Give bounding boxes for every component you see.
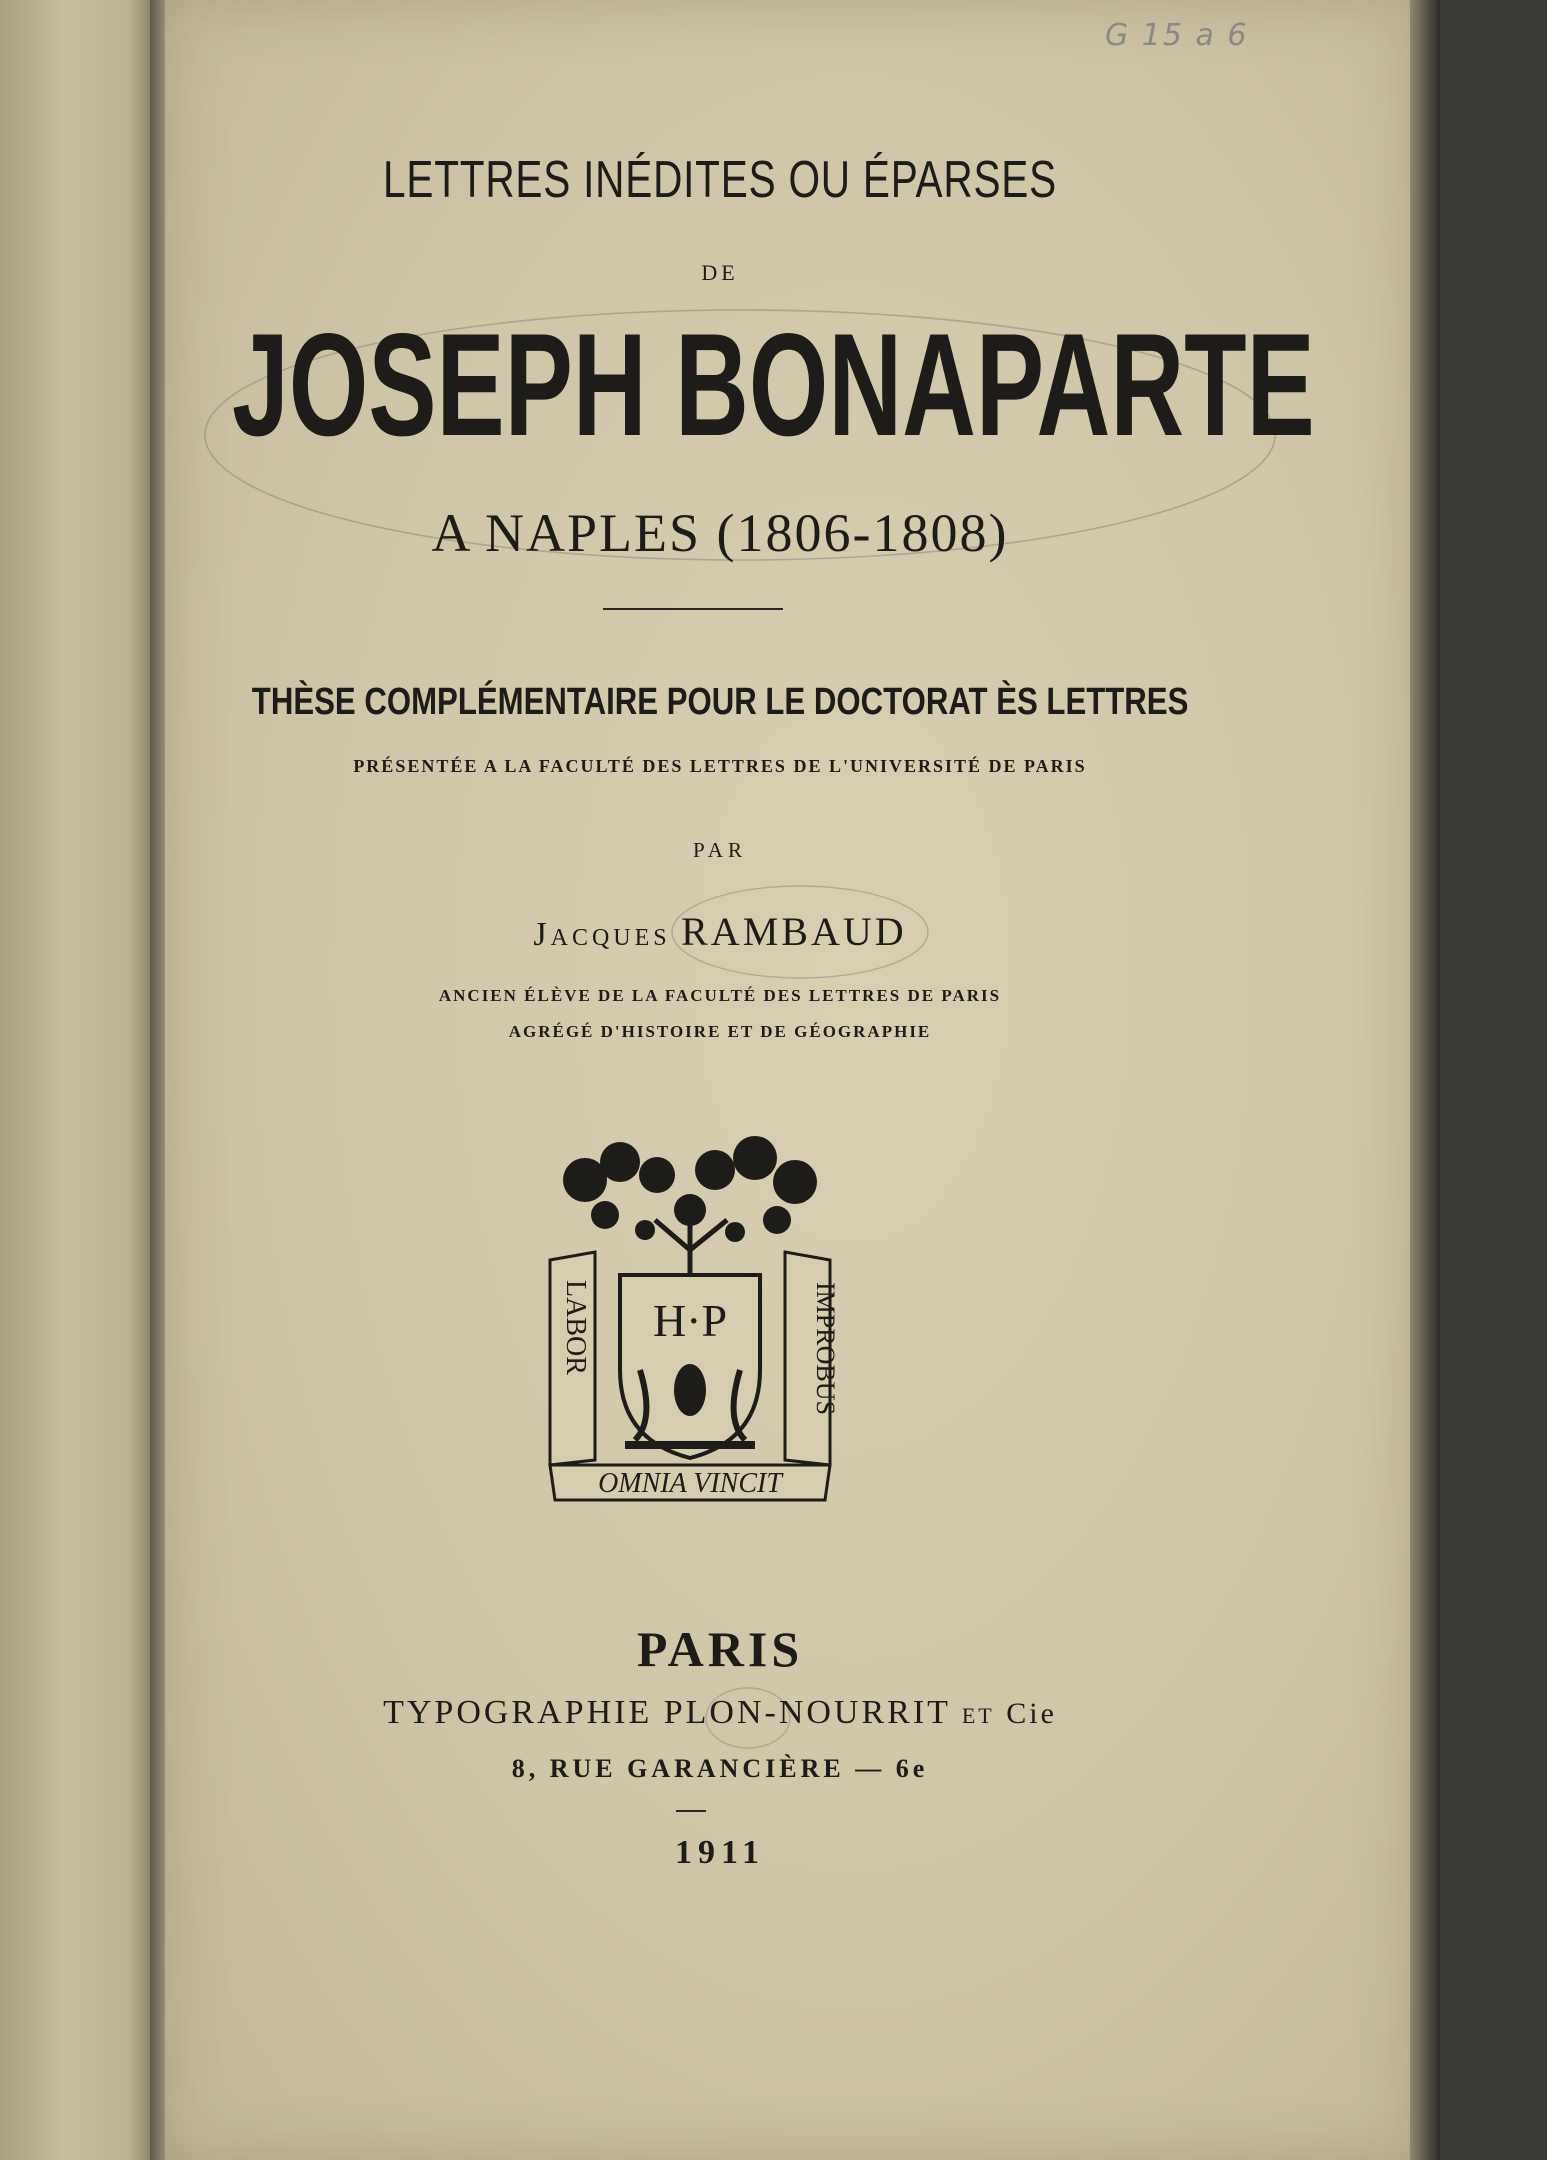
imprint-year: 1911 — [674, 1834, 766, 1871]
monogram: H·P — [652, 1295, 728, 1346]
imprint-et: ET — [961, 1703, 995, 1728]
thesis-line-2: PRÉSENTÉE A LA FACULTÉ DES LETTRES DE L'UNIVERSITÉ DE PARIS — [353, 756, 1087, 776]
author-name — [0, 908, 1440, 955]
motto-right: IMPROBUS — [811, 1282, 840, 1415]
imprint-publisher-name: TYPOGRAPHIE PLON-NOURRIT — [383, 1694, 951, 1731]
pencil-shelfmark: G 15 a 6 — [1105, 18, 1249, 53]
thesis-line-1 — [0, 680, 1440, 724]
imprint-address: 8, RUE GARANCIÈRE — 6e — [511, 1754, 929, 1783]
imprint-rule — [676, 1810, 706, 1812]
author-last-name: RAMBAUD — [681, 909, 907, 954]
author-par: PAR — [693, 838, 747, 862]
motto-bottom: OMNIA VINCIT — [598, 1468, 782, 1499]
title-subtitle: A NAPLES (1806-1808) — [431, 503, 1009, 563]
author-credential-1: ANCIEN ÉLÈVE DE LA FACULTÉ DES LETTRES DE PARIS — [438, 986, 1002, 1005]
author-credential-2: AGRÉGÉ D'HISTOIRE ET DE GÉOGRAPHIE — [508, 1022, 932, 1041]
motto-left: LABOR — [560, 1280, 591, 1375]
imprint-publisher — [0, 1694, 1440, 1732]
title-line-1-text: LETTRES INÉDITES OU ÉPARSES — [383, 151, 1057, 209]
title-line-1 — [0, 150, 1440, 210]
title-name-text: JOSEPH BONAPARTE — [232, 303, 1315, 466]
imprint-cie: Cie — [1006, 1697, 1057, 1730]
printer-device-emblem — [545, 1140, 840, 1505]
thesis-line-1-text: THÈSE COMPLÉMENTAIRE POUR LE DOCTORAT ÈS LETTRES — [251, 681, 1189, 723]
author-first-name: Jacques — [533, 916, 671, 953]
title-name — [0, 303, 1440, 466]
bee-icon — [674, 1364, 706, 1416]
title-rule — [603, 608, 783, 610]
title-de: DE — [701, 260, 739, 285]
imprint-city: PARIS — [636, 1621, 804, 1677]
